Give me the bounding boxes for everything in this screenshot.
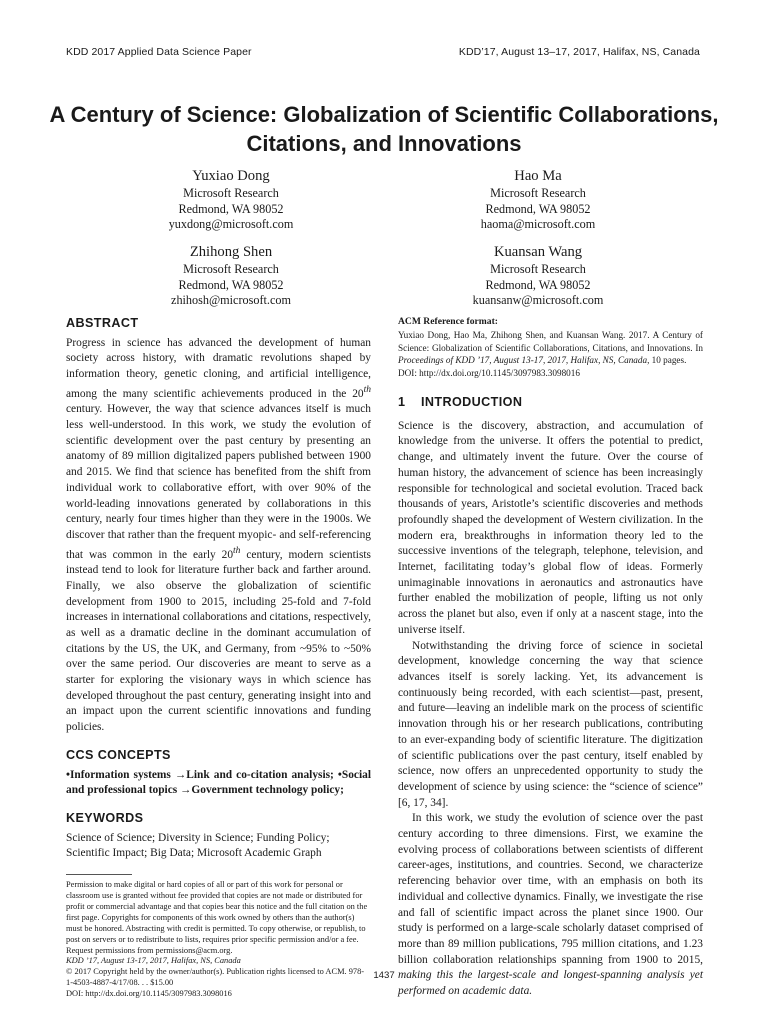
author-affiliation: Microsoft Research <box>490 262 586 276</box>
page-number: 1437 <box>373 970 395 981</box>
intro-paragraph-3-emphasis: making this the largest-scale and longest-spanning analysis yet performed on academic data. <box>398 969 703 998</box>
permission-block <box>66 880 371 1000</box>
acm-reference-venue: Proceedings of KDD ’17, August 13-17, 2017, Halifax, NS, Canada, <box>398 355 650 366</box>
title-line-2: Citations, and Innovations <box>246 131 522 156</box>
author-name: Yuxiao Dong <box>192 168 270 184</box>
permission-copyright: © 2017 Copyright held by the owner/author(s). Publication rights licensed to ACM. 978-1-4503-4887-4/17/08. . . $15.00 <box>66 967 365 988</box>
acm-reference-doi: DOI: http://dx.doi.org/10.1145/3097983.3098016 <box>398 367 580 378</box>
abstract-text-part: century, modern scientists instead tend to look for literature further back and farther around. Finally, we also observe the globalization of scientific development from 1900 to 2015, including 25-fold and 7-fold increases in international collaborations and citations, respectively, as well as a dramatic decline in the dominant accumulation of citations by the US, the UK, and Germany, from ~95% to ~50% over the same period. Our discoveries are meant to serve as a starter for exploring the visionary ways in which science has developed throughout the past century, generating insight into and an impact upon the current scientific innovations and funding policies. <box>66 548 371 734</box>
superscript: th <box>363 384 371 395</box>
author-email: yuxdong@microsoft.com <box>168 217 294 232</box>
keywords-text: Science of Science; Diversity in Science; Funding Policy; Scientific Impact; Big Data; Microsoft Academic Graph <box>66 831 330 860</box>
author-name: Zhihong Shen <box>189 244 273 260</box>
author-city: Redmond, WA 98052 <box>485 277 591 292</box>
intro-paragraph-3-text: In this work, we study the evolution of science over the past century according to three dimensions. First, we examine the evolving process of collaborations between scientists of different career-ages, institutions, and countries. Second, we characterize referencing behavior over time, with an emphasis on both its individual and collective dynamics. Finally, we investigate the rise and fall of scientific impact across the planet since 1900. Our study is performed on a large-scale scholarly dataset comprised of more than 89 million publications, 795 million citations, and 1.23 billion collaboration relationships spanning from 1900 to 2015, <box>398 812 703 966</box>
author-affiliation: Microsoft Research <box>490 186 586 200</box>
ccs-concepts-heading: CCS CONCEPTS <box>66 747 171 762</box>
acm-reference-block <box>398 316 703 379</box>
permission-text: Permission to make digital or hard copies of all or part of this work for personal or classroom use is granted without fee provided that copies are not made or distributed for profit or commercial advantage and that copies bear this notice and the full citation on the first page. Copyrights for components of this work owned by others than the author(s) must be honored. Abstracting with credit is permitted. To copy otherwise, or republish, to post on servers or to redistribute to lists, requires prior specific permission and/or a fee. Request permissions from permissions@acm.org. <box>66 880 368 955</box>
introduction-heading: 1 INTRODUCTION <box>398 395 523 410</box>
permission-doi: DOI: http://dx.doi.org/10.1145/3097983.3098016 <box>66 989 232 999</box>
author-affiliation: Microsoft Research <box>183 262 279 276</box>
author-affiliation: Microsoft Research <box>183 186 279 200</box>
author-block-4 <box>418 243 658 309</box>
intro-paragraph-1: Science is the discovery, abstraction, and accumulation of knowledge from the universe. It offers the potential to predict, change, and ultimately invent the future. Over the course of human history, the advancement of science has been increasingly responsible for technological and societal evolution. Traced back thousands of years, Aristotle’s scientific discoveries and methods profoundly shaped the development of Western civilization. In the modern era, breakthroughs in information theory led to the successive inventions of the telegraph, telephone, television, and Internet, facilitating today’s global flow of ideas. Formerly unimaginable innovations in aeronautics and astronautics have further enabled the mobilization of people, lifting us not only across the planet but also, even if only at a nascent stage, into the universe itself. <box>398 419 703 636</box>
permission-venue: KDD ’17, August 13-17, 2017, Halifax, NS, Canada <box>66 956 241 966</box>
intro-paragraph-2: Notwithstanding the driving force of science in societal development, knowledge concerning the way that science advances itself is sorely lacking. Yet, its advancement is continuously being recorded, with each scientist—past, present, and future—leaving an indelible mark on the process of scientific innovation through his or her research publications, contributing to an ever-expanding body of scientific literature. The digitization of scientific publications over the past century, itself enabled by science, now offers an unprecedented opportunity to study the development of science by using science: the “science of science” [6, 17, 34]. <box>398 639 703 809</box>
acm-reference-authors: Yuxiao Dong, Hao Ma, Zhihong Shen, and Kuansan Wang. 2017. A Century of Science: Globalization of Scientific Collaborations, Citations, and Innovations. In <box>398 330 703 353</box>
running-header-left: KDD 2017 Applied Data Science Paper <box>66 46 252 58</box>
author-block-3 <box>111 243 351 309</box>
author-block-2 <box>418 167 658 233</box>
left-column <box>66 316 371 1000</box>
author-name: Hao Ma <box>514 168 562 184</box>
author-city: Redmond, WA 98052 <box>178 277 284 292</box>
author-city: Redmond, WA 98052 <box>485 201 591 216</box>
paper-title <box>40 100 728 158</box>
author-city: Redmond, WA 98052 <box>178 201 284 216</box>
author-name: Kuansan Wang <box>493 244 583 260</box>
author-email: haoma@microsoft.com <box>480 217 596 232</box>
right-column <box>398 316 703 1000</box>
author-email: kuansanw@microsoft.com <box>472 293 604 308</box>
abstract-text-part: Progress in science has advanced the development of human society across history, with dramatic revolutions shaped by information theory, genetic cloning, and artificial intelligence, among the many scientific achievements produced in the 20 <box>66 336 371 400</box>
keywords-heading: KEYWORDS <box>66 810 144 825</box>
abstract-text <box>66 336 371 736</box>
acm-reference-text <box>398 329 703 366</box>
ccs-concepts-text: •Information systems →Link and co-citation analysis; •Social and professional topics →Government technology policy; <box>66 768 371 797</box>
author-block-1 <box>111 167 351 233</box>
acm-reference-heading: ACM Reference format: <box>398 316 498 327</box>
superscript: th <box>233 545 241 556</box>
acm-reference-pages: 10 pages. <box>649 355 687 366</box>
title-line-1: A Century of Science: Globalization of Scientific Collaborations, <box>49 102 719 127</box>
abstract-heading: ABSTRACT <box>66 316 139 330</box>
footnote-rule <box>66 874 132 875</box>
author-email: zhihosh@microsoft.com <box>171 293 291 308</box>
abstract-text-part: century. However, the way that science advances itself is much less well-understood. In this work, we study the evolution of scientific development over the past century by presenting an anatomy of 89 million digitalized papers published between 1900 and 2015. We find that science has benefited from the shift from individual work to collaborative effort, with over 90% of the world-leading innovations generated by collaborations in this century, nearly four times higher than they were in the 1900s. We discover that rather than the frequent myopic- and self-referencing that was common in the early 20 <box>66 403 371 561</box>
running-header-right: KDD’17, August 13–17, 2017, Halifax, NS, Canada <box>458 46 700 58</box>
